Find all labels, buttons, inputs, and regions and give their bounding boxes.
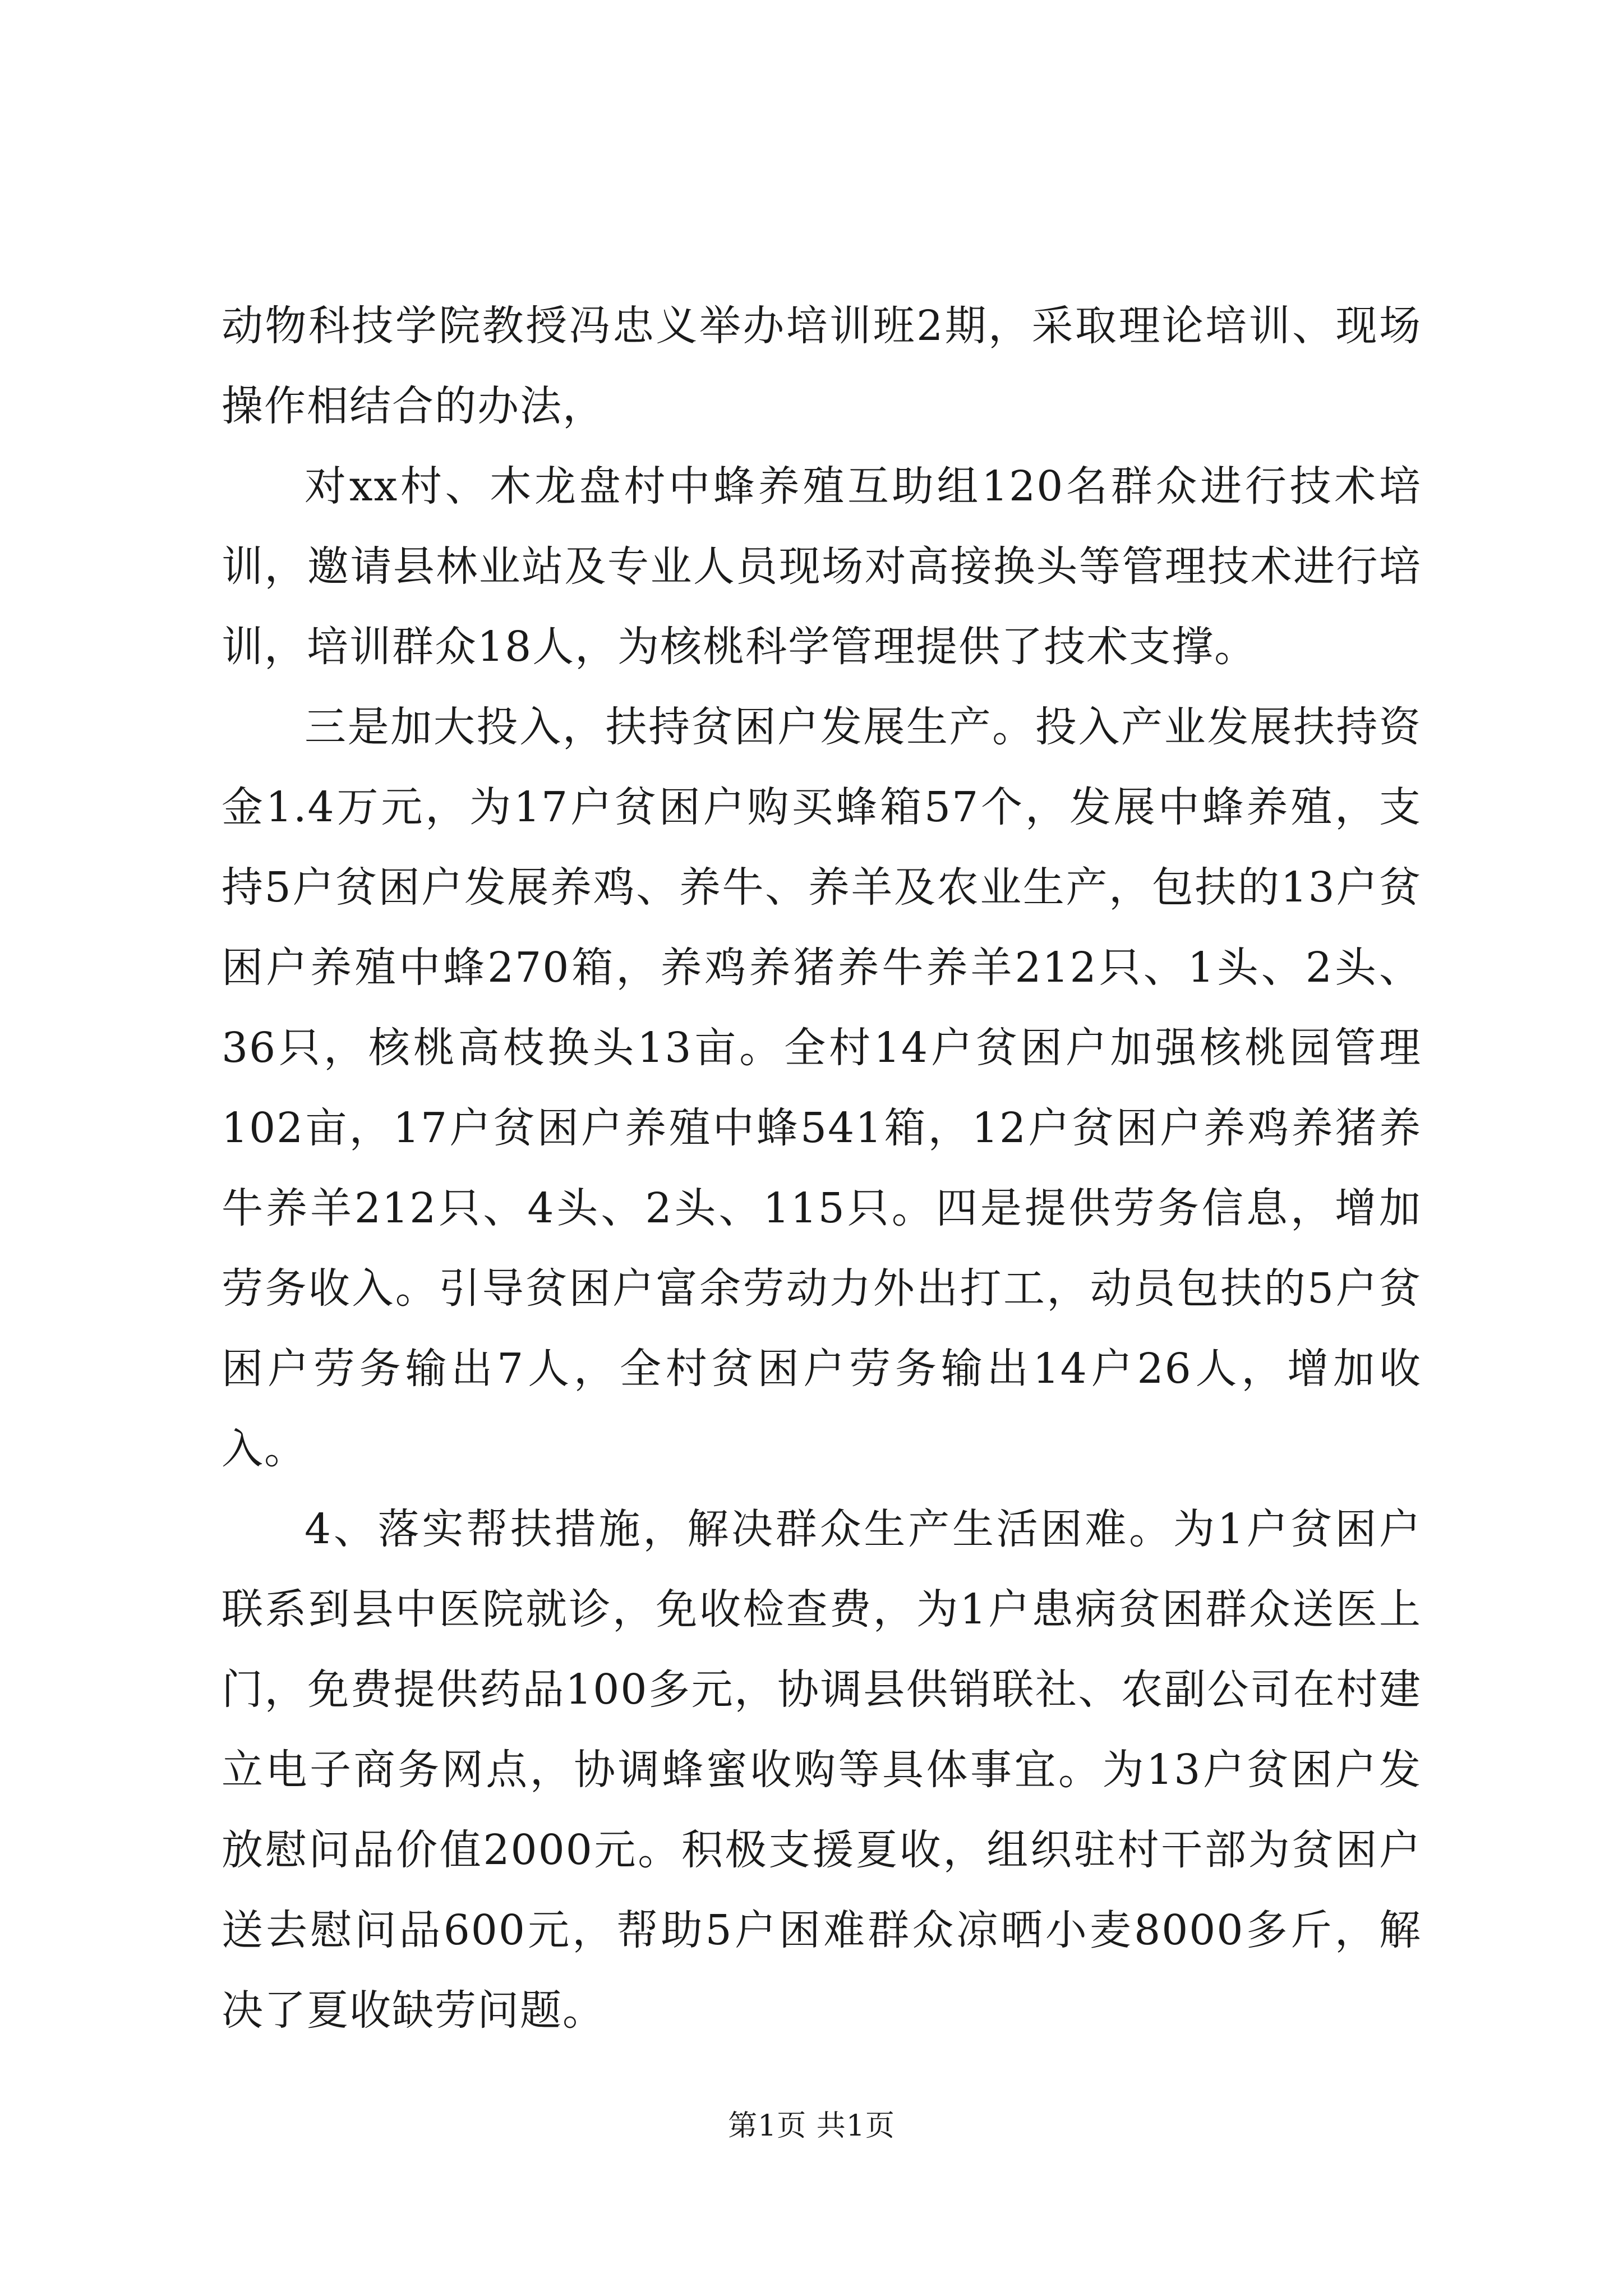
page-footer: 第1页 共1页: [728, 2109, 895, 2143]
paragraph-1: 动物科技学院教授冯忠义举办培训班2期，采取理论培训、现场操作相结合的办法，: [222, 302, 1422, 430]
paragraph-4: 4、落实帮扶措施，解决群众生产生活困难。为1户贫困户联系到县中医院就诊，免收检查费，为1户患病贫困群众送医上门，免费提供药品100多元，协调县供销联社、农副公司在村建立电子商务网点，协调蜂蜜收购等具体事宜。为13户贫困户发放慰问品价值2000元。积极支援夏收，组织驻村干部为贫困户送去慰问品600元，帮助5户困难群众凉晒小麦8000多斤，解决了夏收缺劳问题。: [222, 1505, 1422, 2035]
paragraph-3: 三是加大投入，扶持贫困户发展生产。投入产业发展扶持资金1.4万元，为17户贫困户购买蜂箱57个，发展中蜂养殖，支持5户贫困户发展养鸡、养牛、养羊及农业生产，包扶的13户贫困户养殖中蜂270箱，养鸡养猪养牛养羊212只、1头、2头、36只，核桃高枝换头13亩。全村14户贫困户加强核桃园管理102亩，17户贫困户养殖中蜂541箱，12户贫困户养鸡养猪养牛养羊212只、4头、2头、115只。四是提供劳务信息，增加劳务收入。引导贫困户富余劳动力外出打工，动员包扶的5户贫困户劳务输出7人，全村贫困户劳务输出14户26人，增加收入。: [222, 703, 1422, 1473]
paragraph-2: 对xx村、木龙盘村中蜂养殖互助组120名群众进行技术培训，邀请县林业站及专业人员现场对高接换头等管理技术进行培训，培训群众18人，为核桃科学管理提供了技术支撑。: [222, 462, 1422, 671]
document-body: [222, 286, 1422, 2051]
